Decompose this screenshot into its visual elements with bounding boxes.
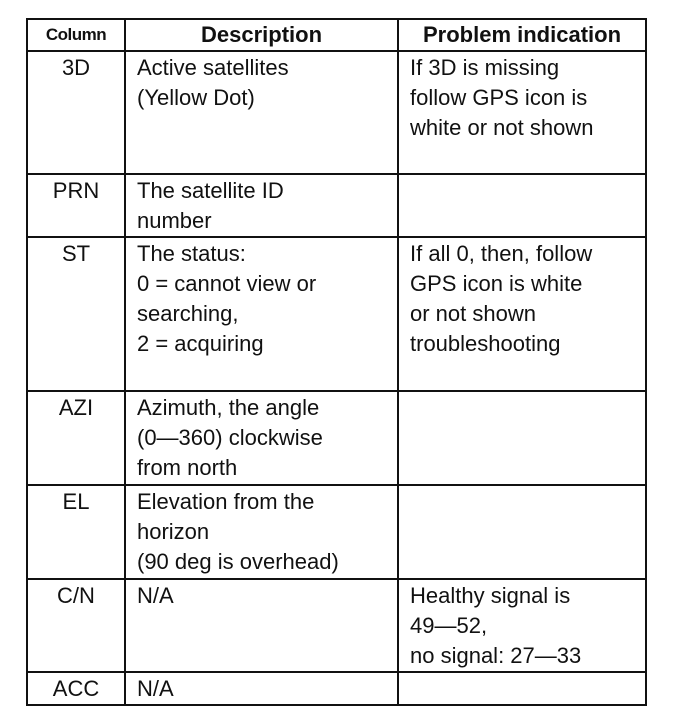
row-description bbox=[125, 391, 398, 485]
problem-line: white or not shown bbox=[410, 115, 594, 140]
table-row bbox=[27, 672, 646, 705]
header-column: Column bbox=[27, 19, 125, 51]
row-description bbox=[125, 672, 398, 705]
row-problem-indication bbox=[398, 237, 646, 391]
gps-status-table-container bbox=[26, 18, 645, 706]
table-row bbox=[27, 174, 646, 237]
description-line: N/A bbox=[137, 676, 174, 701]
problem-line: troubleshooting bbox=[410, 331, 561, 356]
problem-line: Healthy signal is bbox=[410, 583, 571, 608]
row-column-id: 3D bbox=[27, 51, 125, 174]
table-row bbox=[27, 237, 646, 391]
row-problem-indication bbox=[398, 485, 646, 579]
row-description bbox=[125, 579, 398, 672]
table-row bbox=[27, 579, 646, 672]
row-column-id: ST bbox=[27, 237, 125, 391]
row-problem-indication bbox=[398, 174, 646, 237]
description-line: Azimuth, the angle bbox=[137, 395, 320, 420]
gps-status-table bbox=[26, 18, 647, 706]
description-line: The status: bbox=[137, 241, 246, 266]
description-line: The satellite ID bbox=[137, 178, 284, 203]
description-line: (90 deg is overhead) bbox=[137, 549, 339, 574]
row-column-id: AZI bbox=[27, 391, 125, 485]
header-row bbox=[27, 19, 646, 51]
description-line: Active satellites bbox=[137, 55, 289, 80]
row-description bbox=[125, 485, 398, 579]
description-line: number bbox=[137, 208, 212, 233]
table-row bbox=[27, 51, 646, 174]
table-row bbox=[27, 485, 646, 579]
header-description: Description bbox=[125, 19, 398, 51]
row-problem-indication bbox=[398, 579, 646, 672]
problem-line: If all 0, then, follow bbox=[410, 241, 593, 266]
row-description bbox=[125, 174, 398, 237]
problem-line: GPS icon is white bbox=[410, 271, 583, 296]
problem-line: or not shown bbox=[410, 301, 536, 326]
description-line: Elevation from the bbox=[137, 489, 315, 514]
description-line: (0—360) clockwise bbox=[137, 425, 323, 450]
row-column-id: PRN bbox=[27, 174, 125, 237]
row-problem-indication bbox=[398, 391, 646, 485]
description-line: (Yellow Dot) bbox=[137, 85, 255, 110]
description-line: searching, bbox=[137, 301, 239, 326]
row-column-id: C/N bbox=[27, 579, 125, 672]
description-line: 0 = cannot view or bbox=[137, 271, 317, 296]
problem-line: 49—52, bbox=[410, 613, 488, 638]
problem-line: follow GPS icon is bbox=[410, 85, 588, 110]
table-row bbox=[27, 391, 646, 485]
description-line: horizon bbox=[137, 519, 210, 544]
row-column-id: EL bbox=[27, 485, 125, 579]
description-line: 2 = acquiring bbox=[137, 331, 264, 356]
problem-line: If 3D is missing bbox=[410, 55, 560, 80]
row-problem-indication bbox=[398, 51, 646, 174]
description-line: from north bbox=[137, 455, 238, 480]
row-column-id: ACC bbox=[27, 672, 125, 705]
header-problem-indication: Problem indication bbox=[398, 19, 646, 51]
row-problem-indication bbox=[398, 672, 646, 705]
row-description bbox=[125, 237, 398, 391]
description-line: N/A bbox=[137, 583, 174, 608]
row-description bbox=[125, 51, 398, 174]
problem-line: no signal: 27—33 bbox=[410, 643, 582, 668]
